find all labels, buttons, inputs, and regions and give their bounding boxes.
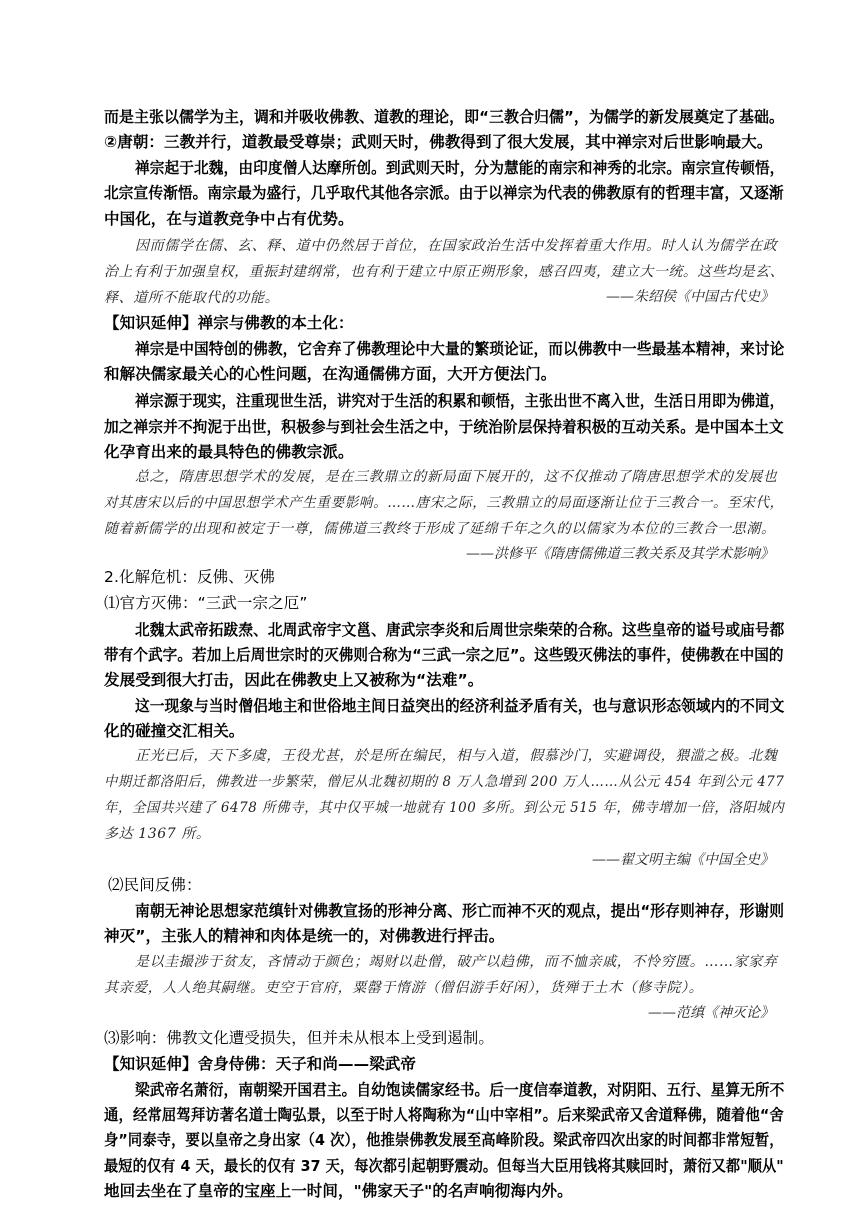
heading-text: 舍身侍佛：天子和尚——梁武帝 [197, 1055, 417, 1073]
section-heading: 2.化解危机：反佛、灭佛 [104, 568, 275, 586]
body-line: 神灭”，主张人的精神和肉体是统一的，对佛教进行抨击。 [104, 927, 505, 945]
body-line: 通，经常屈驾拜访著名道士陶弘景，以至于时人将陶称为“山中宰相”。后来梁武帝又舍道释佛，随着他“舍 [104, 1106, 784, 1124]
section-heading [104, 310, 354, 336]
quote-line: 总之，隋唐思想学术的发展，是在三教鼎立的新局面下展开的，这不仅推动了隋唐思想学术的发展也 [135, 469, 778, 485]
quote-source: ——洪修平《隋唐儒佛道三教关系及其学术影响》 [466, 546, 774, 562]
quote-line: 对其唐宋以后的中国思想学术产生重要影响。……唐宋之际，三教鼎立的局面逐渐让位于三教合一。至宋代， [104, 495, 784, 511]
quote-line: 因而儒学在儒、玄、释、道中仍然居于首位，在国家政治生活中发挥着重大作用。时人认为儒学在政 [135, 238, 778, 254]
quote-source: ——翟文明主编《中国全史》 [592, 852, 774, 868]
body-line: 梁武帝名萧衍，南朝梁开国君主。自幼饱读儒家经书。后一度信奉道教，对阴阳、五行、星算无所不 [135, 1081, 785, 1099]
body-line: 带有个武字。若加上后周世宗时的灭佛则合称为“三武一宗之厄”。这些毁灭佛法的事件，使佛教在中国的 [104, 646, 784, 664]
quote-line: 中期迁都洛阳后，佛教进一步繁荣，僧尼从北魏初期的 8 万人急增到 200 万人……从公元 454 年到公元 477 [104, 774, 785, 790]
subsection-heading: ⑵民间反佛： [108, 876, 202, 894]
heading-label: 【知识延伸】 [104, 1055, 198, 1073]
body-line: 禅宗源于现实，注重现世生活，讲究对于生活的积累和顿悟，主张出世不离入世，生活日用即为佛道， [135, 392, 785, 410]
body-line: 南朝无神论思想家范缜针对佛教宣扬的形神分离、形亡而神不灭的观点，提出“形存则神存，形谢则 [135, 902, 785, 920]
body-line: 化孕育出来的最具特色的佛教宗派。 [104, 443, 354, 461]
heading-text: 禅宗与佛教的本土化： [197, 314, 354, 332]
quote-line: 随着新儒学的出现和被定于一尊，儒佛道三教终于形成了延绵千年之久的以儒家为本位的三教合一思潮。 [104, 521, 776, 537]
quote-line: 正光已后，天下多虞，王役尤甚，於是所在编民，相与入道，假慕沙门，实避调役，猥滥之极。北魏 [135, 748, 778, 764]
quote-line: 其亲爱，人人绝其嗣继。吏空于官府，粟罄于惰游（僧侣游手好闲），货殚于土木（修寺院）。 [104, 980, 704, 996]
quote-line: 多达 1367 所。 [104, 826, 211, 842]
body-line: 身”同泰寺，要以皇帝之身出家（4 次），他推崇佛教发展至高峰阶段。梁武帝四次出家的时间都非常短暂， [104, 1131, 784, 1149]
body-line: 这一现象与当时僧侣地主和世俗地主间日益突出的经济利益矛盾有关，也与意识形态领域内的不同文 [135, 697, 785, 715]
quote-source: ——范缜《神灭论》 [648, 1005, 774, 1021]
body-line: 禅宗起于北魏，由印度僧人达摩所创。到武则天时，分为慧能的南宗和神秀的北宗。南宗宣传顿悟， [135, 159, 785, 177]
body-line: 发展受到很大打击，因此在佛教史上又被称为“法难”。 [104, 671, 484, 689]
body-line: 中国化，在与道教竞争中占有优势。 [104, 210, 354, 228]
body-line: 北宗宣传渐悟。南宗最为盛行，几乎取代其他各宗派。由于以禅宗为代表的佛教原有的哲理丰富，又逐渐 [104, 184, 784, 202]
body-line: ②唐朝：三教并行，道教最受尊崇；武则天时，佛教得到了很大发展，其中禅宗对后世影响最大。 [104, 133, 773, 151]
body-line: 而是主张以儒学为主，调和并吸收佛教、道教的理论，即“三教合归儒”，为儒学的新发展奠定了基础。 [104, 108, 784, 126]
body-line: 北魏太武帝拓跋焘、北周武帝宇文邕、唐武宗李炎和后周世宗柴荣的合称。这些皇帝的谥号或庙号都 [135, 621, 785, 639]
quote-line: 年，全国共兴建了 6478 所佛寺，其中仅平城一地就有 100 多所。到公元 515 年，佛寺增加一倍，洛阳城内 [104, 800, 785, 816]
subsection-heading: ⑶影响：佛教文化遭受损失，但并未从根本上受到遏制。 [104, 1029, 495, 1047]
body-line: 禅宗是中国特创的佛教，它舍弃了佛教理论中大量的繁琐论证，而以佛教中一些最基本精神，来讨论 [135, 340, 785, 358]
quote-line: 治上有利于加强皇权，重振封建纲常，也有利于建立中原正朔形象，感召四夷，建立大一统。这些均是玄、 [104, 264, 785, 280]
heading-label: 【知识延伸】 [104, 314, 198, 332]
quote-line: 是以圭撮涉于贫友，吝情动于颜色；竭财以赴僧，破产以趋佛，而不恤亲戚，不怜穷匮。……家家弃 [135, 954, 778, 970]
body-line: 地回去坐在了皇帝的宝座上一时间，"佛家天子"的名声响彻海内外。 [104, 1182, 573, 1200]
body-line: 加之禅宗并不拘泥于出世，积极参与到社会生活之中，于统治阶层保持着积极的互动关系。是中国本土文 [104, 418, 784, 436]
quote-source: ——朱绍侯《中国古代史》 [606, 289, 774, 305]
subsection-heading: ⑴官方灭佛：“三武一宗之厄” [104, 594, 308, 612]
section-heading [104, 1051, 416, 1077]
quote-line: 释、道所不能取代的功能。 [104, 290, 280, 306]
body-line: 最短的仅有 4 天，最长的仅有 37 天，每次都引起朝野震动。但每当大臣用钱将其赎回时，萧衍又都"顺从" [104, 1157, 784, 1175]
body-line: 和解决儒家最关心的心性问题，在沟通儒佛方面，大开方便法门。 [104, 365, 557, 383]
body-line: 化的碰撞交汇相关。 [104, 722, 245, 740]
